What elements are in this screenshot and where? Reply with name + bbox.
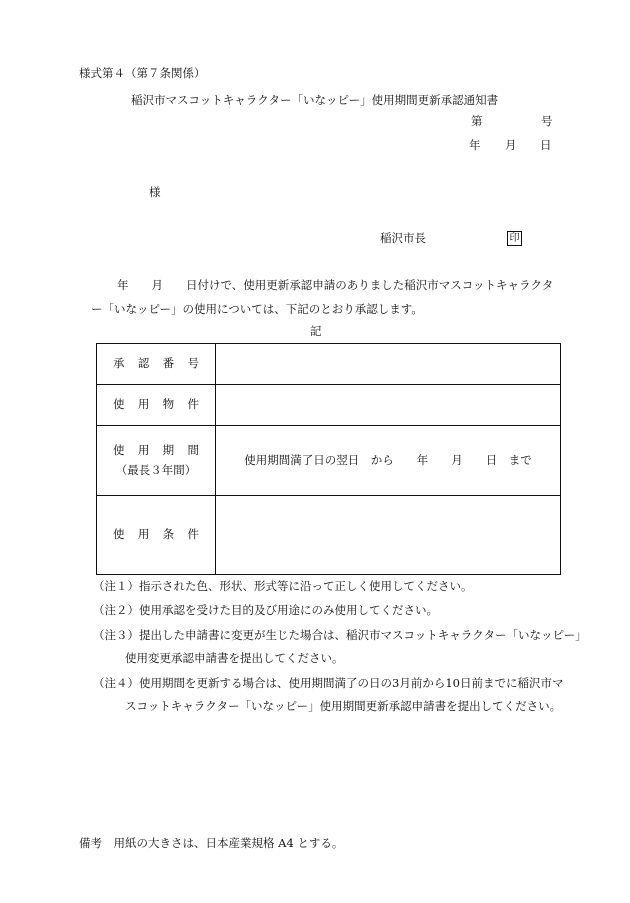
document-title: 稲沢市マスコットキャラクター「いなッピー」使用期間更新承認通知書	[131, 93, 499, 107]
row-conditions	[97, 496, 561, 575]
label-char: 期	[162, 442, 175, 457]
label-char: 承	[113, 356, 125, 371]
label-char: 用	[137, 397, 150, 412]
approval-table	[96, 343, 561, 575]
item-value	[216, 385, 561, 426]
period-value: 使用期間満了日の翌日 から 年 月 日 まで	[216, 426, 561, 496]
form-label: 様式第４（第７条関係）	[79, 66, 206, 80]
approval-number-value	[216, 344, 561, 385]
note-4: （注４）使用期間を更新する場合は、使用期間満了の日の3月前から10日前までに稲沢市マ	[93, 676, 564, 690]
label-char: 号	[187, 356, 199, 371]
row-approval-number	[97, 344, 561, 385]
number-suffix: 号	[541, 114, 553, 128]
label-char: 条	[162, 527, 175, 542]
label-char: 使	[113, 527, 125, 542]
label-char: 間	[187, 442, 199, 457]
label-char: 用	[137, 527, 150, 542]
ki-heading: 記	[310, 324, 322, 338]
number-prefix: 第	[471, 114, 483, 128]
issuer-name: 稲沢市長	[380, 231, 426, 245]
row-item	[97, 385, 561, 426]
label-char: 番	[162, 356, 175, 371]
conditions-value	[216, 496, 561, 575]
body-line-1: 年 月 日付けで、使用更新承認申請のありました稲沢市マスコットキャラクタ	[117, 278, 554, 292]
label-char: 使	[113, 442, 125, 457]
label-char: 件	[187, 397, 199, 412]
label-char: 物	[162, 397, 175, 412]
body-line-2: ー「いなッピー」の使用については、下記のとおり承認します。	[91, 302, 423, 316]
note-2: （注２）使用承認を受けた目的及び用途にのみ使用してください。	[93, 603, 438, 617]
period-sublabel: （最長３年間）	[115, 463, 197, 477]
addressee-honorific: 様	[149, 185, 161, 199]
label-char: 用	[137, 442, 150, 457]
label-char: 件	[187, 527, 199, 542]
note-3: （注３）提出した申請書に変更が生じた場合は、稲沢市マスコットキャラクター「いなッピー」	[93, 628, 587, 642]
row-period	[97, 426, 561, 496]
date-month: 月	[505, 138, 517, 152]
note-1: （注１）指示された色、形状、形式等に沿って正しく使用してください。	[93, 579, 473, 593]
item-label	[97, 385, 216, 426]
conditions-label	[97, 496, 216, 575]
approval-number-label	[97, 344, 216, 385]
period-label	[97, 426, 216, 496]
label-char: 使	[113, 397, 125, 412]
seal-mark: 印	[507, 231, 522, 246]
note-4-continued: スコットキャラクター「いなッピー」使用期間更新承認申請書を提出してください。	[125, 699, 562, 713]
remarks: 備考 用紙の大きさは、日本産業規格 A4 とする。	[79, 836, 344, 850]
date-year: 年	[469, 138, 481, 152]
label-char: 認	[137, 356, 150, 371]
date-day: 日	[540, 138, 552, 152]
note-3-continued: 使用変更承認申請書を提出してください。	[125, 651, 344, 665]
